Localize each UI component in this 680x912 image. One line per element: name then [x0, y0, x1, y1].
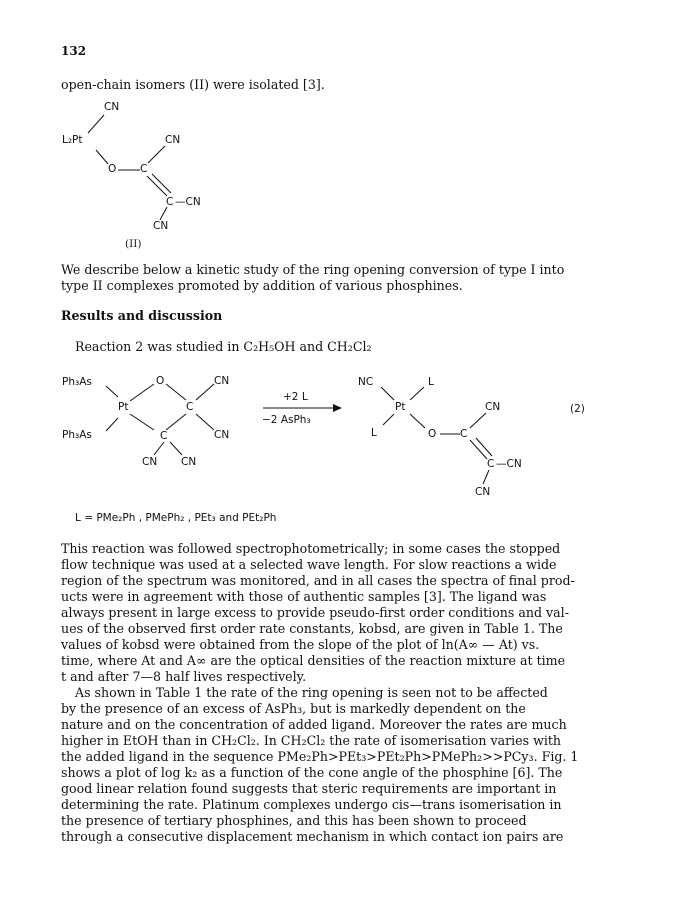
- II-cn-bottom: CN: [153, 220, 169, 232]
- reactant-cn-top-right: CN: [214, 375, 230, 387]
- paragraph-1-line: values of kobsd were obtained from the slope of the plot of ln(A∞ — At) vs.: [61, 637, 540, 652]
- product-o: O: [428, 428, 437, 440]
- paragraph-1-line: time, where At and A∞ are the optical densities of the reaction mixture at time: [61, 653, 566, 668]
- intro-line: open-chain isomers (II) were isolated [3].: [61, 77, 325, 92]
- section-heading: Results and discussion: [61, 308, 223, 323]
- product-c-upper: C: [460, 428, 468, 440]
- reactant-c-ring: C: [186, 401, 194, 413]
- paragraph-2-line: nature and on the concentration of added ligand. Moreover the rates are much: [61, 717, 567, 732]
- paragraph-2-line: through a consecutive displacement mechanism in which contact ion pairs are: [61, 829, 564, 844]
- II-o: O: [108, 163, 117, 175]
- ligand-definition: L = PMe₂Ph , PMePh₂ , PEt₃ and PEt₂Ph: [75, 512, 277, 524]
- paragraph-2-line: As shown in Table 1 the rate of the ring opening is seen not to be affected: [75, 685, 548, 700]
- paragraph-2-line: the added ligand in the sequence PMe₂Ph>PEt₃>PEt₂Ph>PMePh₂>>PCy₃. Fig. 1: [61, 749, 579, 764]
- reactant-ph3as-top: Ph₃As: [62, 376, 92, 388]
- reaction-intro: Reaction 2 was studied in C₂H₅OH and CH₂Cl₂: [75, 339, 372, 354]
- page-number: 132: [61, 44, 87, 58]
- arrow-above-label: +2 L: [283, 391, 308, 403]
- product-l-left: L: [371, 427, 377, 439]
- II-cn-top: CN: [104, 101, 120, 113]
- compound-II-label: (II): [125, 238, 142, 250]
- paragraph-2-line: the presence of tertiary phosphines, and this has been shown to proceed: [61, 813, 527, 828]
- product-l-top: L: [428, 376, 434, 388]
- II-cn-lower-right: —CN: [175, 196, 201, 208]
- reactant-cn-right: CN: [214, 429, 230, 441]
- product-nc: NC: [358, 376, 374, 388]
- product-cn-right: CN: [485, 401, 501, 413]
- reactant-ph3as-bottom: Ph₃As: [62, 429, 92, 441]
- description-line-2: type II complexes promoted by addition of various phosphines.: [61, 278, 463, 293]
- paragraph-1-line: t and after 7—8 half lives respectively.: [61, 669, 307, 684]
- II-c-upper: C: [140, 163, 148, 175]
- equation-number: (2): [570, 403, 585, 415]
- paragraph-2-line: shows a plot of log k₂ as a function of the cone angle of the phosphine [6]. The: [61, 765, 563, 780]
- paragraph-2-line: by the presence of an excess of AsPh₃, but is markedly dependent on the: [61, 701, 526, 716]
- paragraph-1-line: flow technique was used at a selected wave length. For slow reactions a wide: [61, 557, 557, 572]
- paragraph-2-line: good linear relation found suggests that steric requirements are important in: [61, 781, 557, 796]
- paragraph-1-line: region of the spectrum was monitored, and in all cases the spectra of final prod-: [61, 573, 575, 588]
- II-l2pt: L₂Pt: [62, 134, 83, 146]
- reactant-cn-bottom-right: CN: [181, 456, 197, 468]
- reactant-cn-bottom-left: CN: [142, 456, 158, 468]
- paragraph-2-line: higher in EtOH than in CH₂Cl₂. In CH₂Cl₂ the rate of isomerisation varies with: [61, 733, 562, 748]
- reactant-c-bottom: C: [160, 430, 168, 442]
- product-pt: Pt: [395, 401, 406, 413]
- II-cn-right: CN: [165, 134, 181, 146]
- product-cn-lower-right: —CN: [496, 458, 522, 470]
- product-c-lower: C: [487, 458, 495, 470]
- arrow-below-label: −2 AsPh₃: [262, 414, 311, 426]
- reactant-o: O: [156, 375, 165, 387]
- description-line-1: We describe below a kinetic study of the ring opening conversion of type I into: [61, 262, 565, 277]
- paragraph-1-line: ues of the observed first order rate constants, kobsd, are given in Table 1. The: [61, 621, 563, 636]
- reactant-pt: Pt: [118, 401, 129, 413]
- paragraph-2-line: determining the rate. Platinum complexes undergo cis—trans isomerisation in: [61, 797, 562, 812]
- paragraph-1-line: ucts were in agreement with those of authentic samples [3]. The ligand was: [61, 589, 547, 604]
- paragraph-1-line: This reaction was followed spectrophotometrically; in some cases the stopped: [61, 541, 561, 556]
- product-cn-bottom: CN: [475, 486, 491, 498]
- paragraph-1-line: always present in large excess to provide pseudo-first order conditions and val-: [61, 605, 569, 620]
- II-c-lower: C: [166, 196, 174, 208]
